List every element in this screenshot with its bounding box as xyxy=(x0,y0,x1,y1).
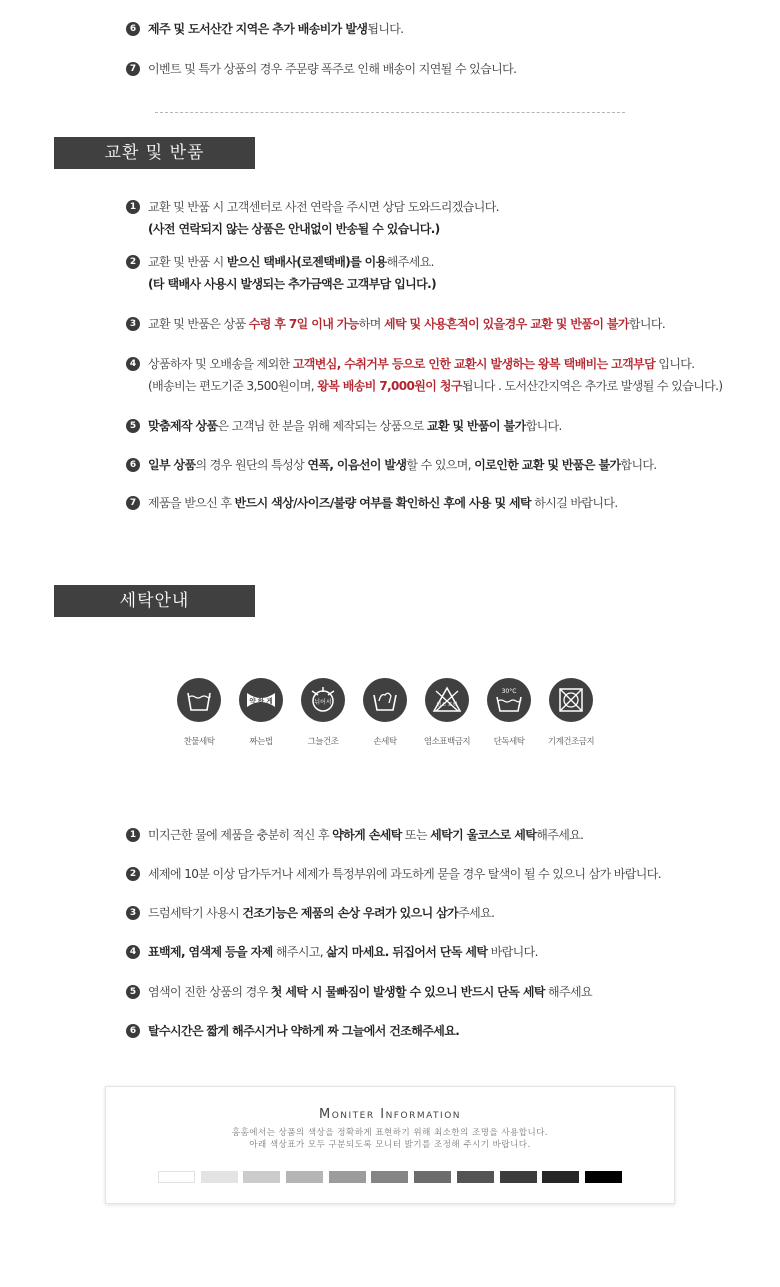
item-text: 맞춤제작 상품은 고객님 한 분을 위해 제작되는 상품으로 교환 및 반품이 불가합니다. xyxy=(148,419,562,433)
color-swatch xyxy=(457,1171,494,1183)
color-swatch xyxy=(542,1171,579,1183)
color-swatch xyxy=(158,1171,195,1183)
laundry-item xyxy=(126,863,740,885)
wash-30-glyph: 30°C xyxy=(501,688,517,695)
monitor-information-box xyxy=(105,1086,675,1204)
color-swatch xyxy=(500,1171,537,1183)
color-swatch xyxy=(371,1171,408,1183)
laundry-item xyxy=(126,902,740,924)
exchange-item xyxy=(126,353,740,397)
color-swatch xyxy=(243,1171,280,1183)
laundry-icon-item xyxy=(170,678,228,747)
laundry-icons xyxy=(170,678,600,747)
laundry-icon-item xyxy=(294,678,352,747)
exchange-item xyxy=(126,415,740,437)
item-text: 제품을 받으신 후 반드시 색상/사이즈/불량 여부를 확인하신 후에 사용 및 세탁 하시길 바랍니다. xyxy=(148,496,618,510)
wring-gently-glyph: 약 하 게 xyxy=(249,697,273,705)
item-text: 탈수시간은 짧게 해주시거나 약하게 짜 그늘에서 건조해주세요. xyxy=(148,1024,460,1038)
laundry-item xyxy=(126,824,740,846)
laundry-icon-item xyxy=(418,678,476,747)
exchange-item xyxy=(126,251,740,295)
item-number: 2 xyxy=(126,255,140,269)
laundry-icon-item xyxy=(542,678,600,747)
item-text: 상품하자 및 오배송을 제외한 고객변심, 수취거부 등으로 인한 교환시 발생하는 왕복 택배비는 고객부담 입니다. (배송비는 편도기준 3,500원이며, 왕복 배송비 7,000원이 청구됩니다 . 도서산간지역은 추가로 발생될 수 있습니다.) xyxy=(148,357,723,393)
exchange-section-title: 교환 및 반품 xyxy=(54,137,255,169)
no-bleach-icon xyxy=(425,678,469,722)
wash-30-icon xyxy=(487,678,531,722)
hand-wash-icon xyxy=(363,678,407,722)
laundry-item xyxy=(126,981,740,1003)
item-number: 3 xyxy=(126,317,140,331)
grayscale-swatches xyxy=(158,1171,628,1183)
item-number: 5 xyxy=(126,419,140,433)
item-text: 미지근한 물에 제품을 충분히 적신 후 약하게 손세탁 또는 세탁기 울코스로 세탁해주세요. xyxy=(148,828,584,842)
item-text: 일부 상품의 경우 원단의 특성상 연폭, 이음선이 발생할 수 있으며, 이로인한 교환 및 반품은 불가합니다. xyxy=(148,458,657,472)
item-text: 염색이 진한 상품의 경우 첫 세탁 시 물빠짐이 발생할 수 있으니 반드시 단독 세탁 해주세요 xyxy=(148,985,592,999)
icon-label: 그늘건조 xyxy=(307,737,339,747)
monitor-title: Moniter Information xyxy=(318,1107,462,1122)
color-swatch xyxy=(286,1171,323,1183)
item-text: 드럼세탁기 사용시 건조기능은 제품의 손상 우려가 있으니 삼가주세요. xyxy=(148,906,495,920)
item-text: 교환 및 반품은 상품 수령 후 7일 이내 가능하며 세탁 및 사용흔적이 있을경우 교환 및 반품이 불가합니다. xyxy=(148,317,666,331)
item-number: 6 xyxy=(126,1024,140,1038)
shade-dry-icon xyxy=(301,678,345,722)
wring-gently-icon xyxy=(239,678,283,722)
item-number: 6 xyxy=(126,22,140,36)
item-text: 세제에 10분 이상 담가두거나 세제가 특정부위에 과도하게 묻을 경우 탈색이 될 수 있으니 삼가 바랍니다. xyxy=(148,867,661,881)
icon-label: 손세탁 xyxy=(373,737,397,747)
item-number: 2 xyxy=(126,867,140,881)
item-number: 6 xyxy=(126,458,140,472)
item-number: 5 xyxy=(126,985,140,999)
item-text: 표백제, 염색제 등을 자제 해주시고, 삶지 마세요. 뒤집어서 단독 세탁 바랍니다. xyxy=(148,945,538,959)
exchange-item xyxy=(126,492,740,514)
item-text: 교환 및 반품 시 받으신 택배사(로젠택배)를 이용해주세요. (타 택배사 사용시 발생되는 추가금액은 고객부담 입니다.) xyxy=(148,255,437,291)
item-number: 4 xyxy=(126,945,140,959)
icon-label: 짜는법 xyxy=(249,737,273,747)
icon-label: 기계건조금지 xyxy=(547,737,595,747)
laundry-icon-item xyxy=(356,678,414,747)
shade-dry-glyph: 뉘어서 xyxy=(314,699,332,706)
monitor-desc-line: 아래 색상표가 모두 구분되도록 모니터 밝기를 조정해 주시기 바랍니다. xyxy=(249,1140,531,1150)
item-number: 7 xyxy=(126,496,140,510)
item-number: 1 xyxy=(126,828,140,842)
color-swatch xyxy=(414,1171,451,1183)
icon-label: 찬물세탁 xyxy=(183,737,215,747)
exchange-item xyxy=(126,454,740,476)
laundry-icon-item xyxy=(480,678,538,747)
item-number: 3 xyxy=(126,906,140,920)
dashed-divider xyxy=(155,112,625,113)
laundry-section-title: 세탁안내 xyxy=(54,585,255,617)
exchange-item xyxy=(126,313,740,335)
monitor-description xyxy=(106,1127,674,1151)
exchange-item xyxy=(126,196,740,240)
item-text: 교환 및 반품 시 고객센터로 사전 연락을 주시면 상담 도와드리겠습니다. (사전 연락되지 않는 상품은 안내없이 반송될 수 있습니다.) xyxy=(148,200,499,236)
cold-water-wash-icon xyxy=(177,678,221,722)
icon-label: 단독세탁 xyxy=(493,737,525,747)
shipping-note xyxy=(126,58,740,80)
color-swatch xyxy=(585,1171,622,1183)
color-swatch xyxy=(201,1171,238,1183)
item-number: 7 xyxy=(126,62,140,76)
item-number: 4 xyxy=(126,357,140,371)
item-text: 제주 및 도서산간 지역은 추가 배송비가 발생됩니다. xyxy=(148,22,404,36)
laundry-item xyxy=(126,1020,740,1042)
monitor-desc-line: 홈홈에서는 상품의 색상을 정확하게 표현하기 위해 최소한의 조명을 사용합니다. xyxy=(231,1128,549,1138)
no-bleach-glyph: 염소 표백 xyxy=(436,702,458,708)
icon-label: 염소표백금지 xyxy=(423,737,471,747)
laundry-item xyxy=(126,941,740,963)
shipping-note xyxy=(126,18,740,40)
item-text: 이벤트 및 특가 상품의 경우 주문량 폭주로 인해 배송이 지연될 수 있습니다. xyxy=(148,62,517,76)
laundry-icon-item xyxy=(232,678,290,747)
item-number: 1 xyxy=(126,200,140,214)
color-swatch xyxy=(329,1171,366,1183)
no-tumble-dry-icon xyxy=(549,678,593,722)
